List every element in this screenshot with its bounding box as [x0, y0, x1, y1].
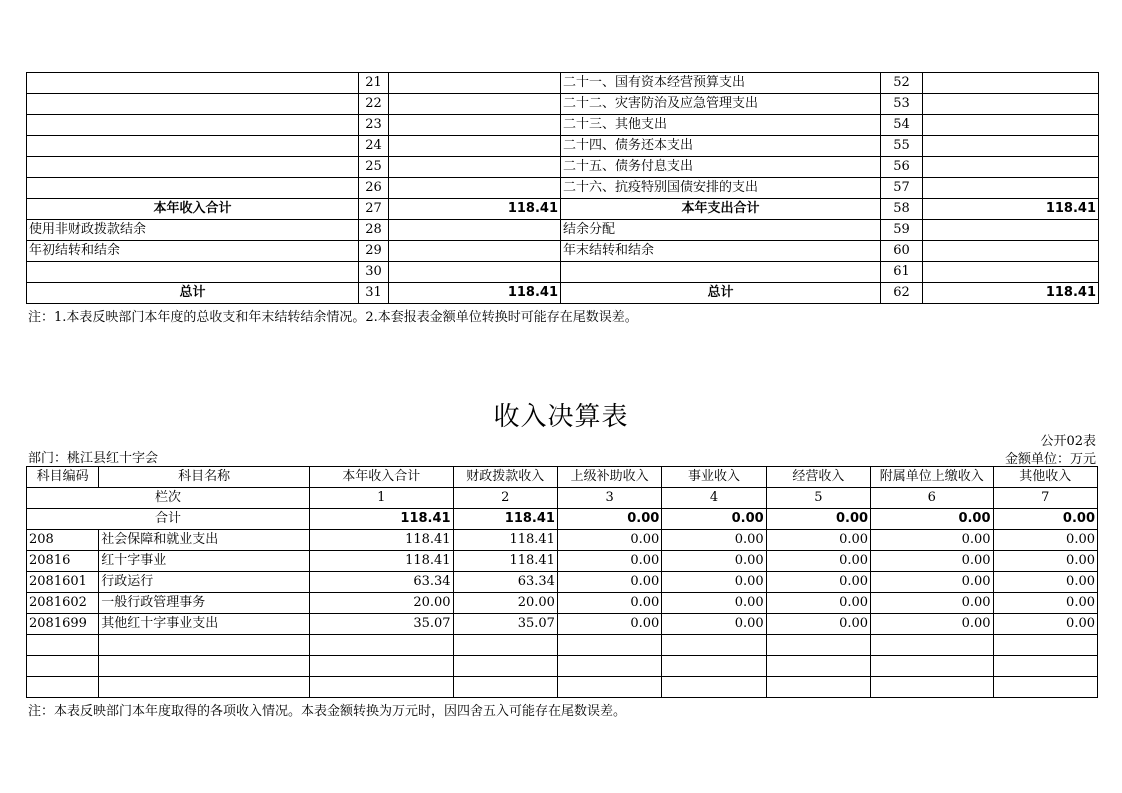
left-row-number: 22 — [359, 94, 389, 115]
total-value: 0.00 — [766, 509, 870, 530]
table-row — [27, 157, 1099, 178]
left-item-label — [27, 178, 359, 199]
right-item-label: 年末结转和结余 — [561, 241, 881, 262]
left-item-label — [27, 94, 359, 115]
empty-cell — [557, 656, 661, 677]
table-row — [27, 283, 1099, 304]
empty-cell — [993, 677, 1097, 698]
empty-cell — [310, 677, 454, 698]
empty-cell — [27, 635, 99, 656]
left-row-number: 31 — [359, 283, 389, 304]
column-number: 4 — [662, 488, 766, 509]
column-header: 其他收入 — [993, 467, 1097, 488]
table-row — [27, 115, 1099, 136]
amount-cell: 0.00 — [662, 530, 766, 551]
left-row-number: 28 — [359, 220, 389, 241]
empty-row — [27, 656, 1098, 677]
amount-cell: 20.00 — [310, 593, 454, 614]
amount-cell: 0.00 — [766, 530, 870, 551]
empty-cell — [310, 656, 454, 677]
right-row-number: 60 — [881, 241, 923, 262]
total-value: 118.41 — [310, 509, 454, 530]
subject-name: 行政运行 — [99, 572, 310, 593]
right-item-label: 结余分配 — [561, 220, 881, 241]
right-row-number: 57 — [881, 178, 923, 199]
amount-cell: 0.00 — [993, 551, 1097, 572]
column-number: 2 — [453, 488, 557, 509]
amount-cell: 0.00 — [557, 593, 661, 614]
amount-cell: 0.00 — [993, 593, 1097, 614]
table-row — [27, 572, 1098, 593]
right-row-number: 53 — [881, 94, 923, 115]
table-row — [27, 73, 1099, 94]
empty-cell — [453, 656, 557, 677]
empty-cell — [993, 635, 1097, 656]
left-item-label — [27, 157, 359, 178]
amount-cell: 0.00 — [662, 614, 766, 635]
left-amount — [389, 115, 561, 136]
column-header: 科目名称 — [99, 467, 310, 488]
right-item-label: 总计 — [561, 283, 881, 304]
column-header: 财政拨款收入 — [453, 467, 557, 488]
right-row-number: 62 — [881, 283, 923, 304]
left-item-label: 年初结转和结余 — [27, 241, 359, 262]
total-value: 0.00 — [557, 509, 661, 530]
left-amount — [389, 220, 561, 241]
amount-cell: 63.34 — [453, 572, 557, 593]
right-amount — [923, 115, 1099, 136]
column-header: 上级补助收入 — [557, 467, 661, 488]
empty-cell — [557, 677, 661, 698]
column-number: 6 — [871, 488, 993, 509]
total-value: 0.00 — [662, 509, 766, 530]
left-amount — [389, 136, 561, 157]
table-row — [27, 220, 1099, 241]
amount-cell: 0.00 — [557, 530, 661, 551]
amount-cell: 0.00 — [871, 530, 993, 551]
empty-cell — [662, 656, 766, 677]
income-expenditure-table — [26, 72, 1099, 304]
amount-cell: 35.07 — [453, 614, 557, 635]
left-amount: 118.41 — [389, 283, 561, 304]
right-item-label: 本年支出合计 — [561, 199, 881, 220]
empty-row — [27, 635, 1098, 656]
right-item-label: 二十五、债务付息支出 — [561, 157, 881, 178]
subject-code: 2081601 — [27, 572, 99, 593]
amount-cell: 0.00 — [993, 530, 1097, 551]
column-number-row — [27, 488, 1098, 509]
empty-cell — [766, 656, 870, 677]
left-amount — [389, 157, 561, 178]
column-header: 事业收入 — [662, 467, 766, 488]
right-row-number: 59 — [881, 220, 923, 241]
amount-cell: 0.00 — [662, 551, 766, 572]
total-label: 合计 — [27, 509, 310, 530]
amount-cell: 63.34 — [310, 572, 454, 593]
empty-cell — [557, 635, 661, 656]
amount-cell: 0.00 — [766, 614, 870, 635]
amount-cell: 118.41 — [453, 551, 557, 572]
right-row-number: 61 — [881, 262, 923, 283]
right-row-number: 54 — [881, 115, 923, 136]
left-item-label — [27, 262, 359, 283]
empty-cell — [766, 635, 870, 656]
column-number: 5 — [766, 488, 870, 509]
table2-note: 注：本表反映部门本年度取得的各项收入情况。本表金额转换为万元时，因四舍五入可能存在尾数误差。 — [28, 704, 627, 719]
left-amount: 118.41 — [389, 199, 561, 220]
table-row — [27, 551, 1098, 572]
right-amount — [923, 94, 1099, 115]
column-number-label: 栏次 — [27, 488, 310, 509]
empty-cell — [993, 656, 1097, 677]
amount-cell: 118.41 — [310, 530, 454, 551]
amount-cell: 0.00 — [662, 593, 766, 614]
department-label: 部门：桃江县红十字会 — [28, 451, 159, 466]
empty-cell — [662, 635, 766, 656]
amount-cell: 0.00 — [871, 551, 993, 572]
right-item-label: 二十二、灾害防治及应急管理支出 — [561, 94, 881, 115]
empty-cell — [99, 677, 310, 698]
right-item-label — [561, 262, 881, 283]
left-row-number: 24 — [359, 136, 389, 157]
amount-cell: 118.41 — [453, 530, 557, 551]
column-number: 3 — [557, 488, 661, 509]
amount-cell: 0.00 — [662, 572, 766, 593]
empty-cell — [310, 635, 454, 656]
amount-cell: 0.00 — [993, 614, 1097, 635]
left-amount — [389, 73, 561, 94]
column-header: 附属单位上缴收入 — [871, 467, 993, 488]
amount-cell: 0.00 — [557, 572, 661, 593]
left-item-label — [27, 73, 359, 94]
right-item-label: 二十四、债务还本支出 — [561, 136, 881, 157]
amount-cell: 20.00 — [453, 593, 557, 614]
amount-cell: 0.00 — [871, 572, 993, 593]
column-number: 1 — [310, 488, 454, 509]
subject-name: 其他红十字事业支出 — [99, 614, 310, 635]
total-value: 0.00 — [993, 509, 1097, 530]
empty-cell — [453, 635, 557, 656]
table-row — [27, 94, 1099, 115]
table-row — [27, 530, 1098, 551]
right-item-label: 二十一、国有资本经营预算支出 — [561, 73, 881, 94]
right-amount — [923, 136, 1099, 157]
subject-name: 一般行政管理事务 — [99, 593, 310, 614]
empty-cell — [871, 677, 993, 698]
left-amount — [389, 94, 561, 115]
empty-row — [27, 677, 1098, 698]
column-header: 经营收入 — [766, 467, 870, 488]
empty-cell — [453, 677, 557, 698]
amount-cell: 0.00 — [557, 551, 661, 572]
right-amount — [923, 262, 1099, 283]
left-item-label: 使用非财政拨款结余 — [27, 220, 359, 241]
right-item-label: 二十三、其他支出 — [561, 115, 881, 136]
subject-code: 20816 — [27, 551, 99, 572]
amount-cell: 0.00 — [557, 614, 661, 635]
right-row-number: 56 — [881, 157, 923, 178]
amount-cell: 0.00 — [766, 572, 870, 593]
left-amount — [389, 178, 561, 199]
column-number: 7 — [993, 488, 1097, 509]
right-row-number: 55 — [881, 136, 923, 157]
left-amount — [389, 262, 561, 283]
right-row-number: 58 — [881, 199, 923, 220]
right-amount: 118.41 — [923, 283, 1099, 304]
left-row-number: 23 — [359, 115, 389, 136]
empty-cell — [871, 635, 993, 656]
table-row — [27, 241, 1099, 262]
table-row — [27, 178, 1099, 199]
left-row-number: 29 — [359, 241, 389, 262]
column-header: 科目编码 — [27, 467, 99, 488]
table-row — [27, 593, 1098, 614]
table-row — [27, 136, 1099, 157]
right-amount: 118.41 — [923, 199, 1099, 220]
right-amount — [923, 241, 1099, 262]
amount-cell: 118.41 — [310, 551, 454, 572]
subject-code: 208 — [27, 530, 99, 551]
amount-cell: 0.00 — [766, 551, 870, 572]
subject-code: 2081602 — [27, 593, 99, 614]
amount-cell: 0.00 — [766, 593, 870, 614]
total-value: 0.00 — [871, 509, 993, 530]
header-row — [27, 467, 1098, 488]
left-item-label — [27, 115, 359, 136]
empty-cell — [99, 656, 310, 677]
empty-cell — [766, 677, 870, 698]
amount-cell: 35.07 — [310, 614, 454, 635]
total-value: 118.41 — [453, 509, 557, 530]
subject-name: 红十字事业 — [99, 551, 310, 572]
amount-cell: 0.00 — [871, 593, 993, 614]
right-row-number: 52 — [881, 73, 923, 94]
page-title: 收入决算表 — [493, 402, 629, 432]
form-number: 公开02表 — [1040, 434, 1096, 449]
left-row-number: 30 — [359, 262, 389, 283]
right-amount — [923, 157, 1099, 178]
amount-cell: 0.00 — [993, 572, 1097, 593]
left-item-label: 本年收入合计 — [27, 199, 359, 220]
left-row-number: 21 — [359, 73, 389, 94]
left-item-label: 总计 — [27, 283, 359, 304]
right-item-label: 二十六、抗疫特别国债安排的支出 — [561, 178, 881, 199]
subject-code: 2081699 — [27, 614, 99, 635]
right-amount — [923, 178, 1099, 199]
table-row — [27, 262, 1099, 283]
empty-cell — [871, 656, 993, 677]
amount-unit-label: 金额单位：万元 — [1004, 452, 1096, 467]
left-item-label — [27, 136, 359, 157]
table-row — [27, 199, 1099, 220]
left-amount — [389, 241, 561, 262]
table1-note: 注：1.本表反映部门本年度的总收支和年末结转结余情况。2.本套报表金额单位转换时可能存在尾数误差。 — [28, 310, 638, 325]
right-amount — [923, 220, 1099, 241]
empty-cell — [662, 677, 766, 698]
column-header: 本年收入合计 — [310, 467, 454, 488]
left-row-number: 25 — [359, 157, 389, 178]
amount-cell: 0.00 — [871, 614, 993, 635]
right-amount — [923, 73, 1099, 94]
left-row-number: 27 — [359, 199, 389, 220]
subject-name: 社会保障和就业支出 — [99, 530, 310, 551]
empty-cell — [27, 656, 99, 677]
empty-cell — [27, 677, 99, 698]
empty-cell — [99, 635, 310, 656]
table-row — [27, 614, 1098, 635]
income-final-accounts-table — [26, 466, 1098, 698]
total-row — [27, 509, 1098, 530]
left-row-number: 26 — [359, 178, 389, 199]
